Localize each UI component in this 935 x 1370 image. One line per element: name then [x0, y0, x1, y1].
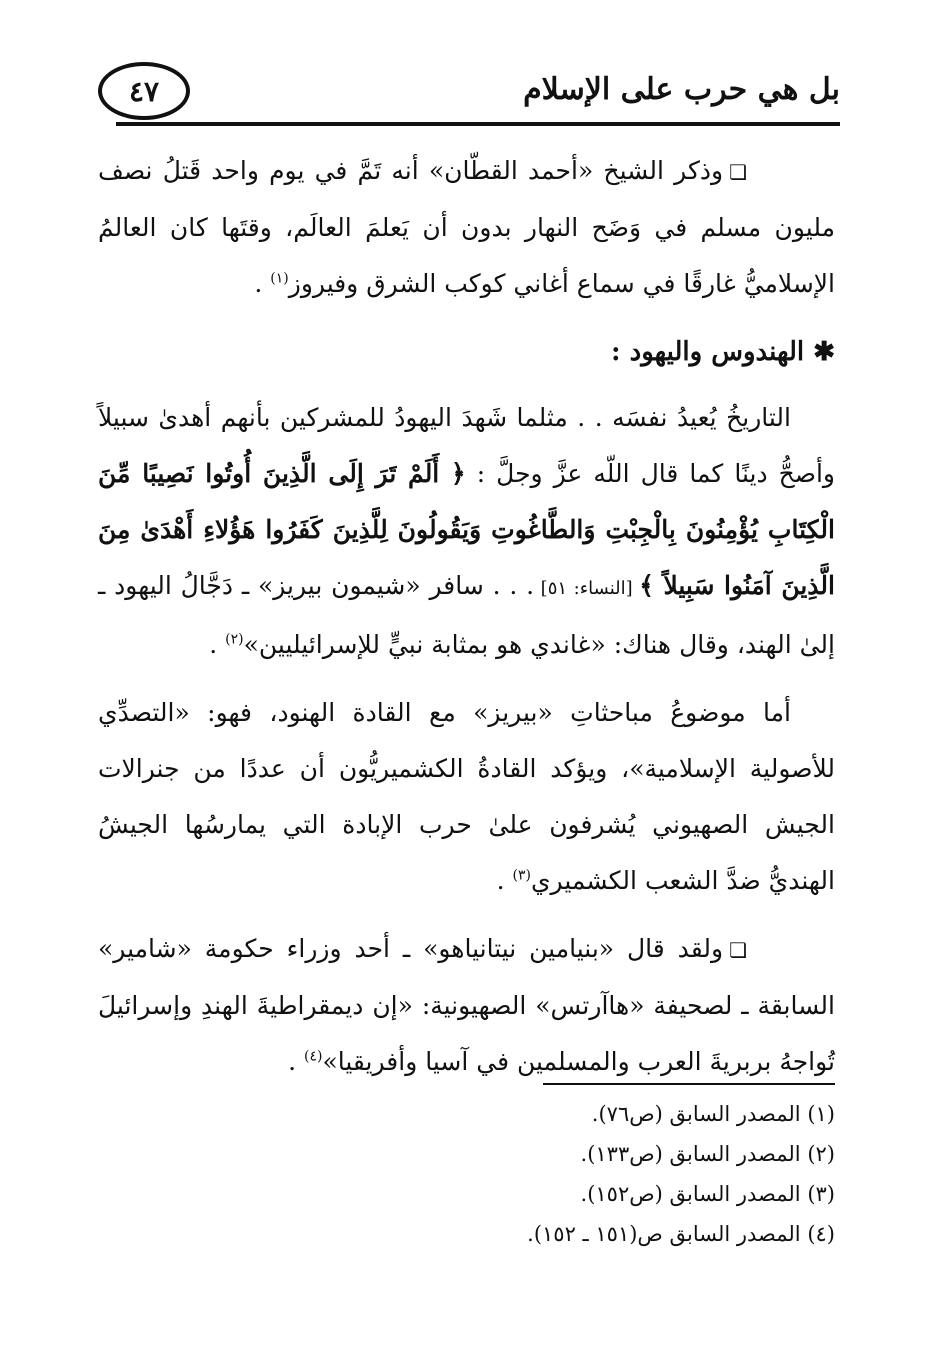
- paragraph-4-end: .: [288, 1047, 304, 1076]
- square-bullet-icon: ❏: [729, 160, 747, 184]
- paragraph-4: [98, 921, 835, 1090]
- footnote-4: (٤) المصدر السابق ص(١٥١ ـ ١٥٢).: [527, 1222, 835, 1246]
- section-heading-text: الهندوس واليهود :: [610, 337, 805, 367]
- footnote-separator: [543, 1083, 835, 1085]
- paragraph-1: [98, 143, 835, 312]
- main-text: [98, 143, 835, 1102]
- section-heading: [98, 324, 835, 380]
- footnotes: [98, 1094, 835, 1254]
- footnote-3: (٣) المصدر السابق (ص١٥٢).: [580, 1182, 835, 1206]
- paragraph-2-text-a: التاريخُ يُعيدُ نفسَه . . مثلما شَهدَ اليهودُ للمشركين بأنهم أهدىٰ سبيلاً وأصحُّ دينًا كما قال اللّه عزَّ وجلَّ :: [98, 403, 835, 488]
- footnote-ref-3: (٣): [512, 867, 531, 884]
- paragraph-2: [98, 390, 835, 673]
- page-number: ٤٧: [98, 62, 190, 120]
- paragraph-4-text: ولقد قال «بنيامين نيتانياهو» ـ أحد وزراء حكومة «شامير» السابقة ـ لصحيفة «هاآرتس» الصهيونية: «إن ديمقراطيةَ الهندِ وإسرائيلَ تُواجهُ بربريةَ العرب والمسلمين في آسيا وأفريقيا»: [98, 934, 835, 1076]
- paragraph-1-text: وذكر الشيخ «أحمد القطّان» أنه تَمَّ في يوم واحد قَتلُ نصف مليون مسلم في وَضَح النهار بدون أن يَعلمَ العالَم، وقتَها كان العالمُ الإسلاميُّ غارقًا في سماع أغاني كوكب الشرق وفيروز: [98, 156, 835, 298]
- paragraph-3: [98, 685, 835, 909]
- footnote-2: (٢) المصدر السابق (ص١٣٣).: [580, 1142, 835, 1166]
- footnote-ref-2: (٢): [225, 631, 244, 648]
- footnote-ref-4: (٤): [303, 1048, 323, 1065]
- asterisk-icon: ✱: [813, 337, 835, 367]
- paragraph-3-text: أما موضوعُ مباحثاتِ «بيريز» مع القادة الهنود، فهو: «التصدِّي للأصولية الإسلامية»، ويؤكد القادةُ الكشميريُّون أن عددًا من جنرالات الجيش الصهيوني يُشرفون علىٰ حرب الإبادة التي يمارسُها الجيشُ الهنديُّ ضدَّ الشعب الكشميري: [98, 698, 835, 895]
- square-bullet-icon: ❏: [729, 938, 747, 962]
- running-title: بل هي حرب على الإسلام: [523, 72, 840, 107]
- quran-verse: ﴿ أَلَمْ تَرَ إِلَى الَّذِينَ أُوتُوا نَصِيبًا مِّنَ الْكِتَابِ يُؤْمِنُونَ بِالْجِبْتِ وَالطَّاغُوتِ وَيَقُولُونَ لِلَّذِينَ كَفَرُوا هَؤُلاءِ أَهْدَىٰ مِنَ الَّذِينَ آمَنُوا سَبِيلاً ﴾: [98, 459, 835, 600]
- paragraph-1-end: .: [254, 269, 271, 298]
- verse-reference: [النساء: ٥١]: [534, 578, 640, 599]
- header-rule: [116, 122, 840, 126]
- footnote-ref-1: (١): [270, 270, 289, 287]
- paragraph-3-end: .: [496, 866, 513, 895]
- paragraph-2-text-b: . . . سافر «شيمون بيريز» ـ دَجَّالُ اليهود ـ إلىٰ الهند، وقال هناك: «غاندي هو بمثابة نبيٍّ للإسرائيليين»: [98, 571, 835, 659]
- footnote-1: (١) المصدر السابق (ص٧٦).: [591, 1102, 835, 1126]
- page-header: [98, 62, 840, 126]
- paragraph-2-end: .: [209, 630, 226, 659]
